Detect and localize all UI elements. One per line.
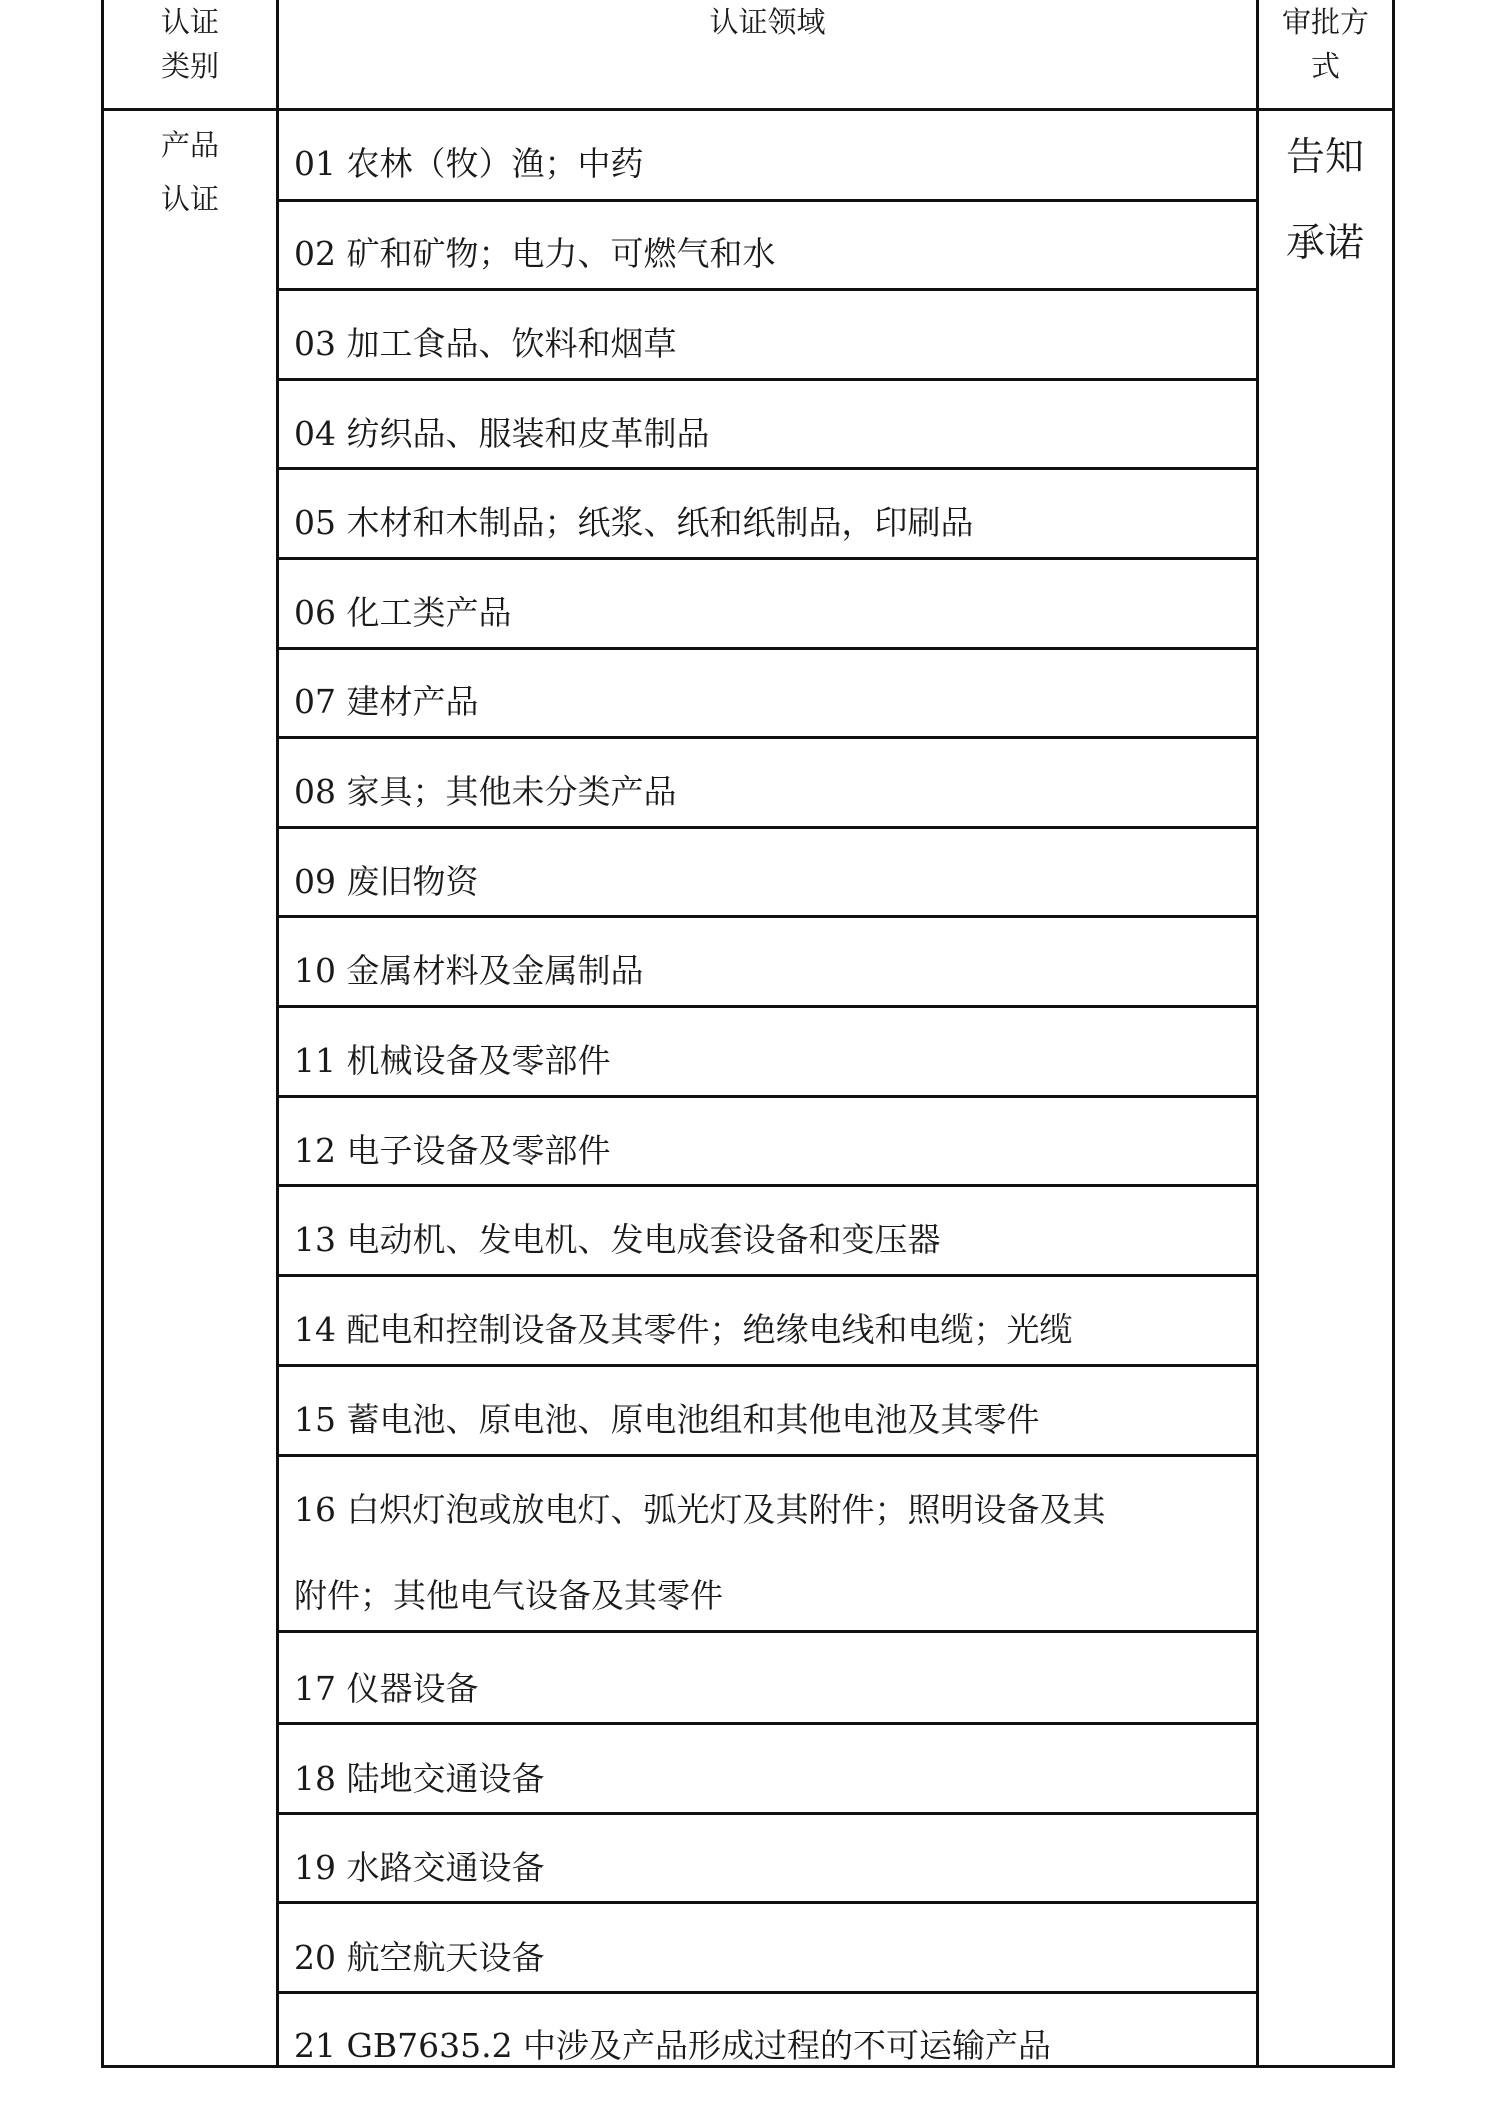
header-approval-line2: 式: [1310, 49, 1340, 83]
row-divider: [279, 1095, 1256, 1098]
header-category: [104, 0, 276, 88]
row-divider: [279, 1630, 1256, 1633]
domain-row: 10 金属材料及金属制品: [294, 951, 644, 990]
row-divider: [279, 647, 1256, 650]
domain-row: 06 化工类产品: [294, 593, 512, 632]
header-approval: [1259, 0, 1392, 88]
header-approval-line1: 审批方: [1281, 5, 1369, 39]
domain-row: 05 木材和木制品；纸浆、纸和纸制品，印刷品: [294, 503, 974, 542]
domain-row: 11 机械设备及零部件: [294, 1041, 611, 1080]
row-divider: [279, 736, 1256, 739]
row-divider: [279, 1722, 1256, 1725]
approval-line2: 承诺: [1285, 221, 1364, 266]
domain-row: 13 电动机、发电机、发电成套设备和变压器: [294, 1220, 941, 1259]
col-divider-2: [1256, 0, 1259, 2068]
row-divider: [279, 1364, 1256, 1367]
row-divider: [279, 1454, 1256, 1457]
row-divider: [279, 1991, 1256, 1994]
domain-row: 07 建材产品: [294, 682, 479, 721]
row-divider: [279, 378, 1256, 381]
domain-row: 16 白炽灯泡或放电灯、弧光灯及其附件；照明设备及其: [294, 1490, 1106, 1529]
header-category-line2: 类别: [160, 49, 219, 83]
domain-row: 18 陆地交通设备: [294, 1759, 545, 1798]
header-domain: 认证领域: [709, 5, 826, 39]
approval-line1: 告知: [1285, 135, 1364, 180]
col-divider-1: [276, 0, 279, 2068]
domain-row: 20 航空航天设备: [294, 1938, 545, 1977]
domain-row: 15 蓄电池、原电池、原电池组和其他电池及其零件: [294, 1400, 1040, 1439]
domain-row: 09 废旧物资: [294, 862, 479, 901]
category-cell: [130, 118, 250, 226]
domain-row: 04 纺织品、服装和皮革制品: [294, 414, 710, 453]
row-divider: [279, 1901, 1256, 1904]
domain-row: 12 电子设备及零部件: [294, 1131, 611, 1170]
domain-row: 03 加工食品、饮料和烟草: [294, 324, 677, 363]
row-divider: [279, 826, 1256, 829]
header-divider: [101, 108, 1395, 111]
row-divider: [279, 467, 1256, 470]
row-divider: [279, 1812, 1256, 1815]
row-divider: [279, 1274, 1256, 1277]
domain-row: 01 农林（牧）渔；中药: [294, 144, 644, 183]
domain-row: 14 配电和控制设备及其零件；绝缘电线和电缆；光缆: [294, 1310, 1073, 1349]
row-divider: [279, 557, 1256, 560]
row-divider: [279, 199, 1256, 202]
domain-row: 附件；其他电气设备及其零件: [294, 1576, 723, 1615]
domain-row: 19 水路交通设备: [294, 1848, 545, 1887]
category-line1: 产品: [160, 128, 219, 162]
approval-cell: [1260, 115, 1390, 287]
domain-row: 17 仪器设备: [294, 1669, 479, 1708]
header-category-line1: 认证: [160, 5, 219, 39]
row-divider: [279, 288, 1256, 291]
category-line2: 认证: [160, 182, 219, 216]
row-divider: [279, 1184, 1256, 1187]
row-divider: [279, 1005, 1256, 1008]
domain-row: 21 GB7635.2 中涉及产品形成过程的不可运输产品: [294, 2026, 1052, 2065]
row-divider: [279, 915, 1256, 918]
domain-row: 08 家具；其他未分类产品: [294, 772, 677, 811]
domain-row: 02 矿和矿物；电力、可燃气和水: [294, 234, 776, 273]
